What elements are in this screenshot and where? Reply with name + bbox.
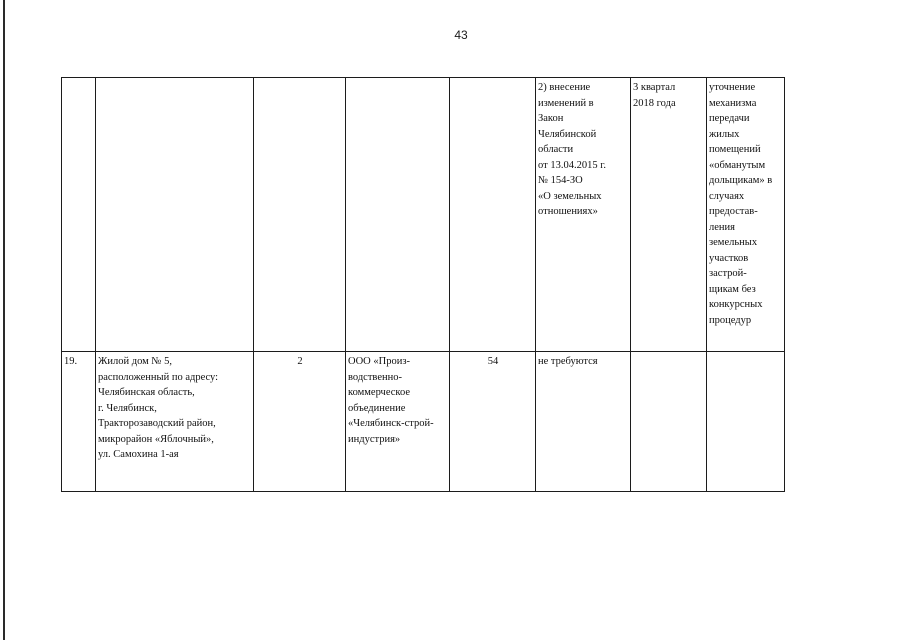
cell-result: уточнение механизма передачи жилых помещений «обманутым дольщикам» в случаях предостав- ления земельных участков застрой- щикам без конкурсных процедур bbox=[707, 78, 785, 352]
registry-table bbox=[61, 77, 785, 492]
cell-deadline bbox=[631, 352, 707, 492]
cell-result bbox=[707, 352, 785, 492]
cell-developer bbox=[346, 78, 450, 352]
cell-apartments: 54 bbox=[450, 352, 536, 492]
cell-count: 2 bbox=[254, 352, 346, 492]
cell-measures: не требуются bbox=[536, 352, 631, 492]
cell-measures: 2) внесение изменений в Закон Челябинской области от 13.04.2015 г. № 154-ЗО «О земельных отношениях» bbox=[536, 78, 631, 352]
cell-apartments bbox=[450, 78, 536, 352]
cell-developer: ООО «Произ- водственно- коммерческое объединение «Челябинск-строй- индустрия» bbox=[346, 352, 450, 492]
scan-edge-line bbox=[3, 0, 5, 640]
page-number: 43 bbox=[454, 28, 468, 42]
cell-index bbox=[62, 78, 96, 352]
cell-object bbox=[96, 78, 254, 352]
cell-object: Жилой дом № 5, расположенный по адресу: Челябинская область, г. Челябинск, Тракторозаводский район, микрорайон «Яблочный», ул. Самохина 1-ая bbox=[96, 352, 254, 492]
cell-deadline: 3 квартал 2018 года bbox=[631, 78, 707, 352]
cell-index: 19. bbox=[62, 352, 96, 492]
cell-count bbox=[254, 78, 346, 352]
table-row bbox=[62, 78, 785, 352]
table-row bbox=[62, 352, 785, 492]
